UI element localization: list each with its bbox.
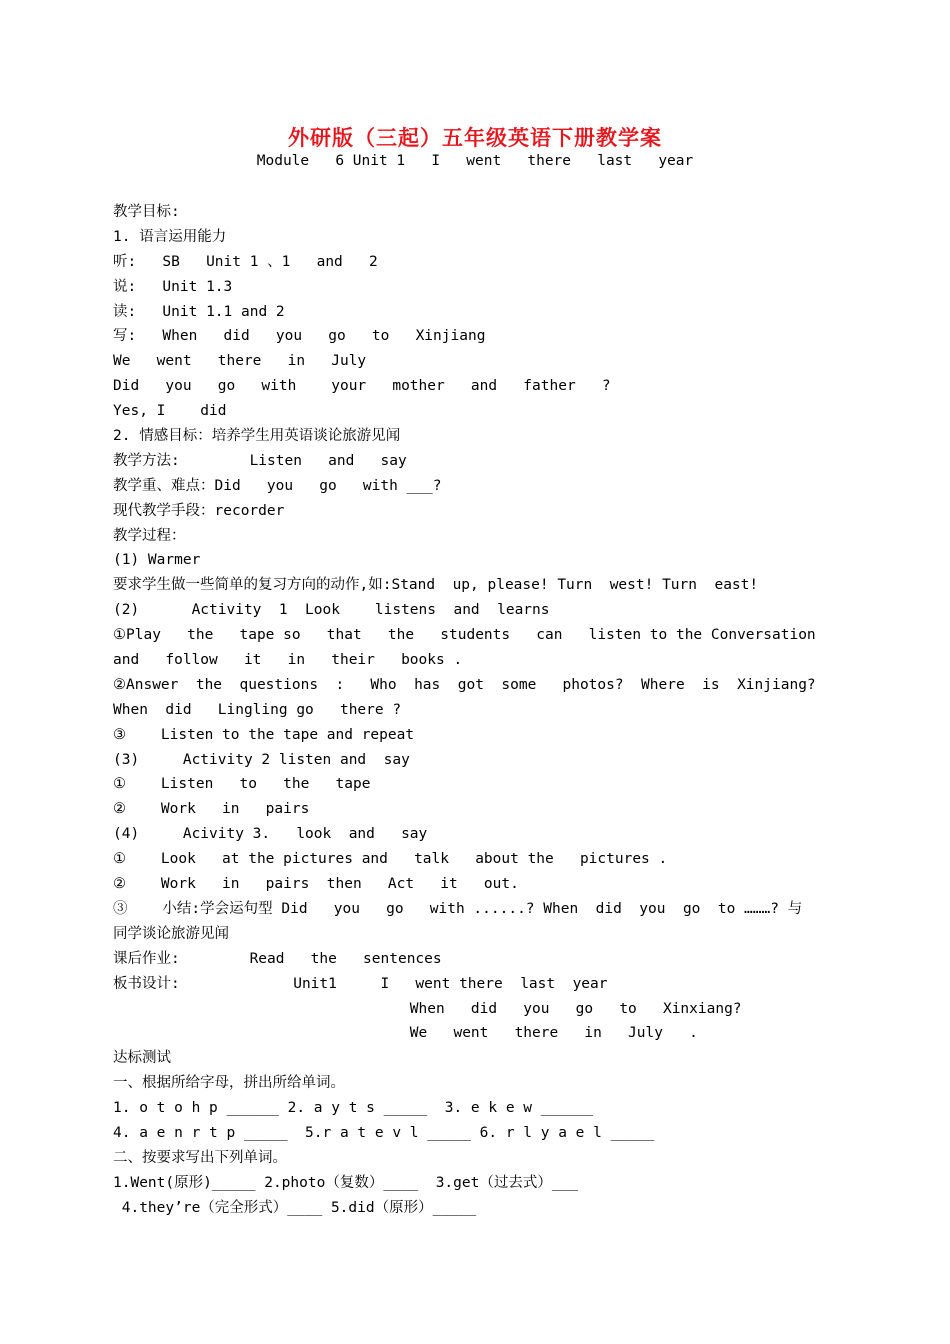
text-line: When did Lingling go there ? [113,701,402,718]
text-line: 2. 情感目标：培养学生用英语谈论旅游见闻 [113,428,401,445]
document-subtitle: Module 6 Unit 1 I went there last year [256,153,694,169]
text-line: ② Work in pairs then Act it out. [113,876,519,893]
text-line: 一、根据所给字母，拼出所给单词。 [113,1075,345,1092]
text-line: 1.Went(原形)_____ 2.photo（复数）____ 3.get（过去式）___ [113,1174,579,1191]
text-line: We went there in July . [113,1025,698,1042]
text-line: 教学重、难点：Did you go with ___? [113,477,442,494]
text-line: 要求学生做一些简单的复习方向的动作,如:Stand up, please! Turn west! Turn east! [113,577,759,594]
text-line: (2) Activity 1 Look listens and learns [113,602,550,619]
text-line: 1. o t o h p ______ 2. a y t s _____ 3. e k e w ______ [113,1100,594,1117]
text-line: 教学方法: Listen and say [113,452,407,469]
text-line: 写: When did you go to Xinjiang [113,328,486,345]
document-body [113,200,843,1221]
text-line: 读: Unit 1.1 and 2 [113,303,285,320]
text-line: 同学谈论旅游见闻 [113,925,229,942]
text-line: 课后作业: Read the sentences [113,950,442,967]
text-line: ① Listen to the tape [113,776,371,793]
text-line: ① Look at the pictures and talk about the pictures . [113,851,668,868]
text-line: ①Play the tape so that the students can listen to the Conversation [113,627,816,644]
text-line: Yes, I did [113,403,227,420]
text-line: Did you go with your mother and father ? [113,378,611,395]
text-line: 4.they’re（完全形式）____ 5.did（原形）_____ [113,1199,477,1216]
text-line: 4. a e n r t p _____ 5.r a t e v l _____ 6. r l y a e l _____ [113,1124,655,1141]
text-line: ②Answer the questions : Who has got some photos? Where is Xinjiang? [113,676,816,693]
text-line: ③ 小结:学会运句型 Did you go with ......? When did you go to ………? 与 [113,900,803,917]
text-line: (1) Warmer [113,552,201,569]
text-line: When did you go to Xinxiang? [113,1000,742,1017]
text-line: (4) Acivity 3. look and say [113,826,428,843]
document-title: 外研版（三起）五年级英语下册教学案 [288,125,662,150]
text-line: and follow it in their books . [113,652,463,669]
text-line: 听: SB Unit 1 、1 and 2 [113,253,378,270]
text-line: 达标测试 [113,1050,171,1067]
text-line: 板书设计: Unit1 I went there last year [113,975,608,992]
text-line: 教学目标: [113,204,180,220]
text-line: (3) Activity 2 listen and say [113,751,410,768]
text-line: 1. 语言运用能力 [113,228,227,245]
text-line: ③ Listen to the tape and repeat [113,726,415,743]
text-line: 说: Unit 1.3 [113,278,233,295]
text-line: We went there in July [113,353,367,370]
text-line: 现代教学手段：recorder [113,502,285,519]
text-line: ② Work in pairs [113,801,310,818]
text-line: 二、按要求写出下列单词。 [113,1149,287,1166]
text-line: 教学过程： [113,527,186,544]
